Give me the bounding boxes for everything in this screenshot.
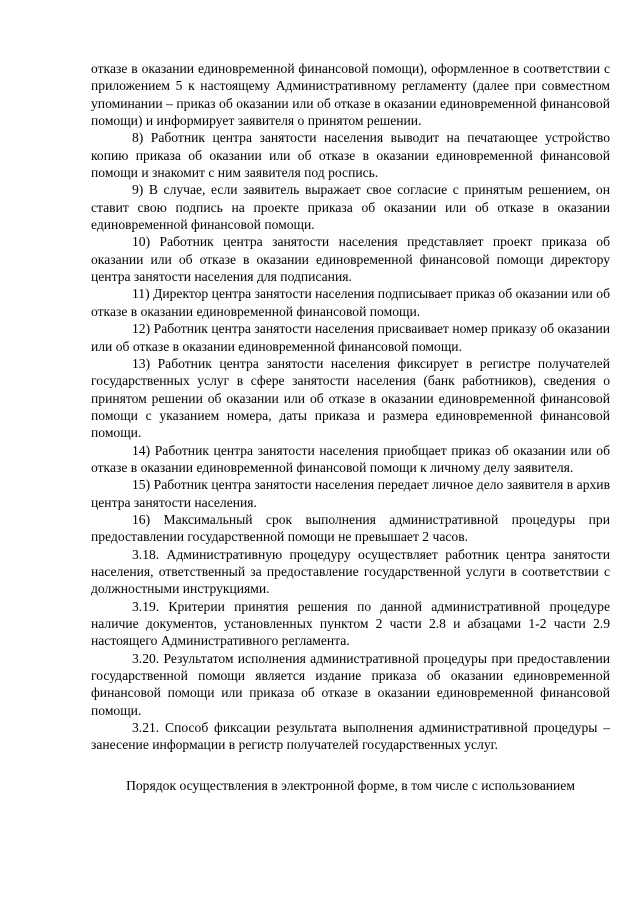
paragraph-3-18: 3.18. Административную процедуру осуществляет работник центра занятости населения, ответственный за предоставление государственной услуги в соответствии с должностными инструкциями. — [91, 546, 610, 597]
paragraph-step-10: 10) Работник центра занятости населения представляет проект приказа об оказании или об отказе в оказании единовременной финансовой помощи директору центра занятости населения для подписания. — [91, 234, 610, 285]
document-page — [91, 60, 610, 794]
paragraph-step-11: 11) Директор центра занятости населения подписывает приказ об оказании или об отказе в оказании единовременной финансовой помощи. — [91, 286, 610, 319]
paragraph-3-20: 3.20. Результатом исполнения административной процедуры при предоставлении государственной помощи является издание приказа об оказании единовременной финансовой помощи или приказа об отказе в оказании единовременной финансовой помощи. — [91, 650, 610, 718]
paragraph-step-9: 9) В случае, если заявитель выражает свое согласие с принятым решением, он ставит свою подпись на проекте приказа об оказании или об отказе в оказании единовременной финансовой помощи. — [91, 182, 610, 233]
paragraph-3-21: 3.21. Способ фиксации результата выполнения административной процедуры – занесение информации в регистр получателей государственных услуг. — [91, 720, 610, 753]
paragraph-continuation: отказе в оказании единовременной финансовой помощи), оформленное в соответствии с приложением 5 к настоящему Административному регламенту (далее при совместном упоминании – приказ об оказании или об отказе в оказании единовременной финансовой помощи) и информирует заявителя о принятом решении. — [91, 61, 610, 129]
paragraph-step-13: 13) Работник центра занятости населения фиксирует в регистре получателей государственных услуг в сфере занятости населения (банк работников), сведения о принятом решении об оказании или об отказе в оказании единовременной финансовой помощи с указанием номера, даты приказа и размера единовременной финансовой помощи. — [91, 355, 610, 441]
paragraph-step-8: 8) Работник центра занятости населения выводит на печатающее устройство копию приказа об оказании или об отказе в оказании единовременной финансовой помощи и знакомит с ним заявителя под роспись. — [91, 130, 610, 181]
paragraph-step-15: 15) Работник центра занятости населения передает личное дело заявителя в архив центра занятости населения. — [91, 477, 610, 510]
section-heading: Порядок осуществления в электронной форме, в том числе с использованием — [126, 777, 575, 793]
paragraph-step-14: 14) Работник центра занятости населения приобщает приказ об оказании или об отказе в оказании единовременной финансовой помощи к личному делу заявителя. — [91, 442, 610, 475]
paragraph-step-12: 12) Работник центра занятости населения присваивает номер приказу об оказании или об отказе в оказании единовременной финансовой помощи. — [91, 321, 610, 354]
paragraph-step-16: 16) Максимальный срок выполнения административной процедуры при предоставлении государственной помощи не превышает 2 часов. — [91, 511, 610, 545]
paragraph-3-19: 3.19. Критерии принятия решения по данной административной процедуре наличие документов, установленных пунктом 2 части 2.8 и абзацами 1-2 части 2.9 настоящего Административного регламента. — [91, 598, 610, 649]
